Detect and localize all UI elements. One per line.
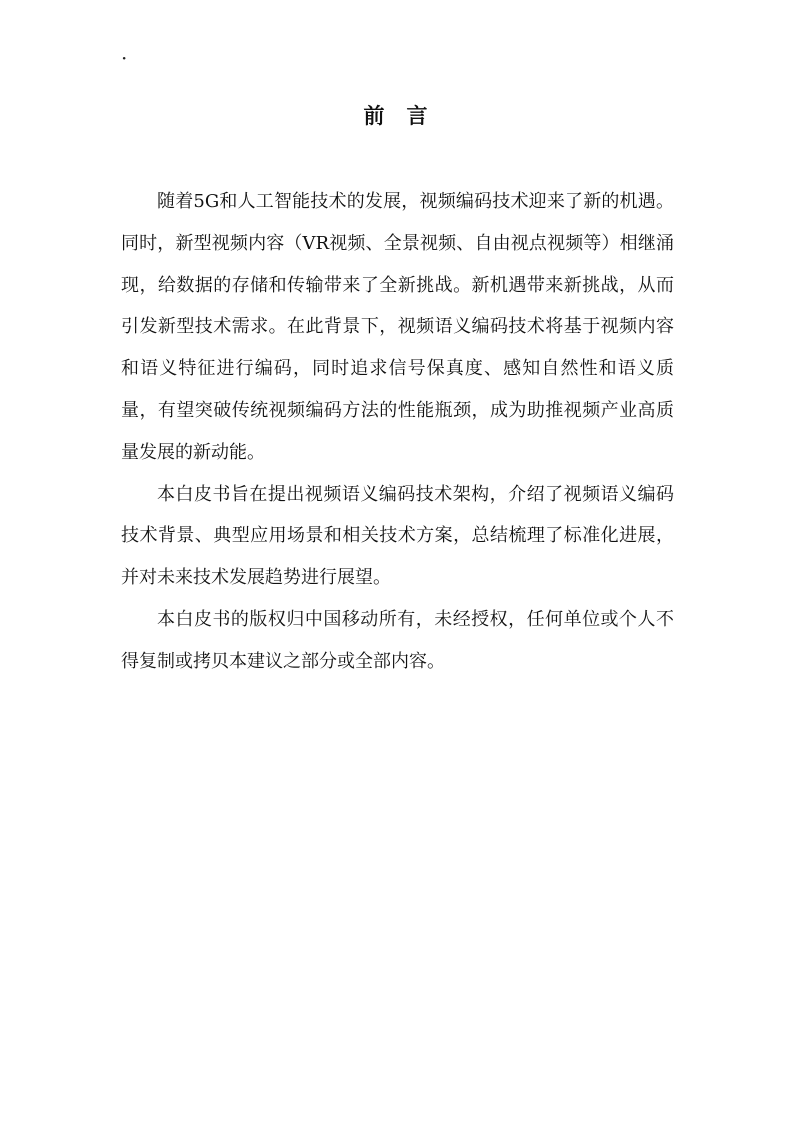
title-char: 前 [363,104,387,128]
paragraph-purpose: 本白皮书旨在提出视频语义编码技术架构，介绍了视频语义编码技术背景、典型应用场景和相关技术方案，总结梳理了标准化进展，并对未来技术发展趋势进行展望。 [121,483,674,589]
paragraph-intro: 随着5G和人工智能技术的发展，视频编码技术迎来了新的机遇。同时，新型视频内容（VR视频、全景视频、自由视点视频等）相继涌现，给数据的存储和传输带来了全新挑战。新机遇带来新挑战，从而引发新型技术需求。在此背景下，视频语义编码技术将基于视频内容和语义特征进行编码，同时追求信号保真度、感知自然性和语义质量，有望突破传统视频编码方法的性能瓶颈，成为助推视频产业高质量发展的新动能。 [121,191,674,463]
preface-body [121,181,674,683]
paragraph-copyright: 本白皮书的版权归中国移动所有，未经授权，任何单位或个人不得复制或拷贝本建议之部分或全部内容。 [121,608,674,672]
page-title [0,100,793,132]
page-mark: · [121,46,128,70]
title-char: 言 [406,104,430,128]
